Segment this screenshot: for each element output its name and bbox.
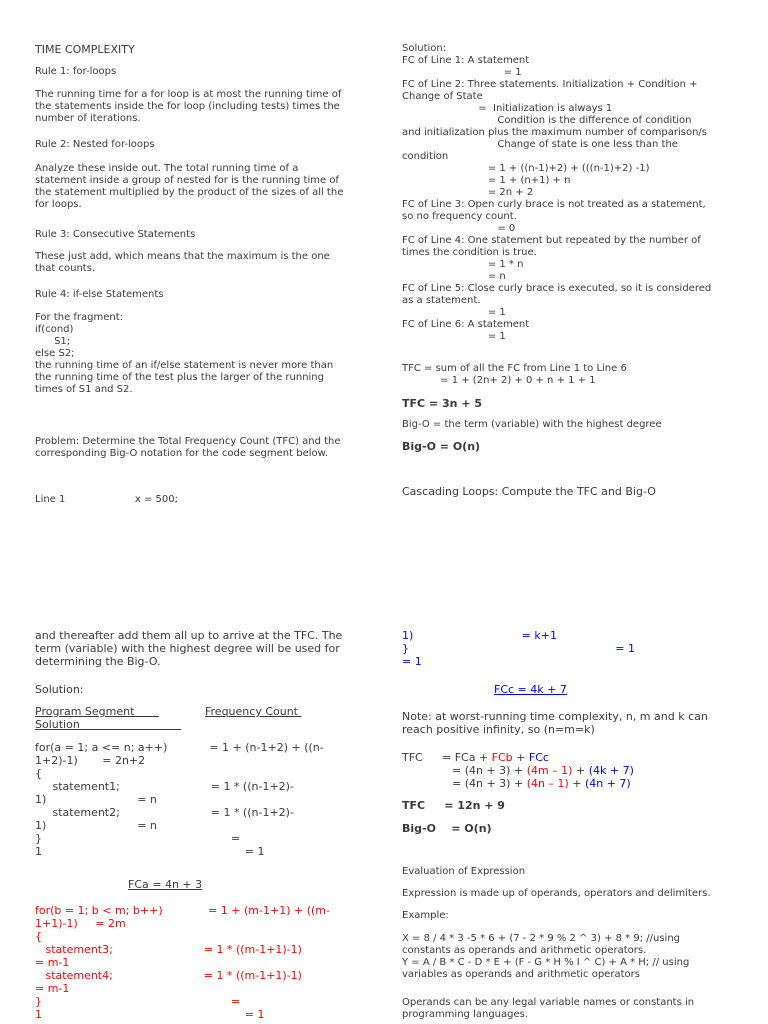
tfc-final: TFC = 12n + 9 bbox=[402, 799, 505, 812]
tfc-term: FCb bbox=[491, 751, 513, 764]
rule2-heading: Rule 2: Nested for-loops bbox=[35, 139, 155, 150]
code-line-label: Line 1 bbox=[35, 494, 66, 505]
code-line bbox=[35, 494, 242, 506]
loop-c-tail: 1) = k+1 } = 1 = 1 bbox=[402, 629, 636, 668]
rule3-text: These just add, which means that the maximum is the one that counts. bbox=[35, 251, 330, 274]
tfc-term: (4n – 1) bbox=[526, 777, 569, 790]
tfc-term: = (4n + 3) + bbox=[452, 764, 527, 777]
bigo-result: Big-O = O(n) bbox=[402, 440, 481, 453]
bigo-text: Big-O = the term (variable) with the highest degree bbox=[402, 419, 662, 430]
page-title: TIME COMPLEXITY bbox=[35, 43, 135, 56]
tfc-equation bbox=[452, 764, 634, 777]
tfc-term: = (4n + 3) + bbox=[452, 777, 527, 790]
example-text: X = 8 / 4 * 3 -5 * 6 + (7 - 2 * 9 % 2 ^ 3) + 8 * 9; //using constants as operands and arithmetic operators. Y = A / B * C - D * E + (F - G * H % I ^ C) + A * H; // using variables as operands and arithmetic operators bbox=[402, 933, 690, 980]
note-text: Note: at worst-running time complexity, n, m and k can reach positive infinity, so (n=m=k) bbox=[402, 710, 708, 736]
page-2 bbox=[384, 0, 768, 512]
tfc-term: + bbox=[568, 777, 585, 790]
loop-a-block: for(a = 1; a <= n; a++) = 1 + (n-1+2) + ((n- 1+2)-1) = 2n+2 { statement1; = 1 * ((n-1+2)- 1) = n statement2; = 1 * ((n-1+2)- 1) = n } = 1 = 1 bbox=[35, 741, 324, 858]
program-segment-header: Program Segment Solution bbox=[35, 705, 135, 731]
rule1-text: The running time for a for loop is at most the running time of the statements inside the for loop (including tests) times the number of iterations. bbox=[35, 89, 342, 124]
tfc-block: TFC = sum of all the FC from Line 1 to Line 6 = 1 + (2n+ 2) + 0 + n + 1 + 1 bbox=[402, 363, 627, 386]
continuation-text: and thereafter add them all up to arrive at the TFC. The term (variable) with the highest degree will be used for determining the Big-O. bbox=[35, 629, 343, 668]
example-label: Example: bbox=[402, 910, 449, 921]
page-1 bbox=[0, 0, 384, 512]
page-3 bbox=[0, 512, 384, 1024]
tfc-term: + bbox=[572, 764, 589, 777]
operands-text: Operands can be any legal variable names or constants in programming languages. bbox=[402, 997, 695, 1020]
tfc-term: FCc bbox=[528, 751, 549, 764]
tfc-term: = FCa + bbox=[442, 751, 492, 764]
tfc-result: TFC = 3n + 5 bbox=[402, 397, 482, 410]
rule1-heading: Rule 1: for-loops bbox=[35, 66, 117, 77]
cascade-heading: Cascading Loops: Compute the TFC and Big-O bbox=[402, 485, 656, 498]
solution-block: Solution: FC of Line 1: A statement = 1 FC of Line 2: Three statements. Initialization + Condition + Change of State = Initialization is always 1 Condition is the difference of condition and initialization plus the maximum number of comparison/s Change of state is one less than the condition = 1 + ((n-1)+2) + (((n-1)+2) -1) = 1 + (n+1) + n = 2n + 2 FC of Line 3: Open curly brace is not treated as a statement, so no frequency count. = 0 FC of Line 4: One statement but repeated by the number of times the condition is true. = 1 * n = n FC of Line 5: Close curly brace is executed, so it is considered as a statement. = 1 FC of Line 6: A statement = 1 bbox=[402, 43, 712, 342]
rule4-text: For the fragment: if(cond) S1; else S2; the running time of an if/else statement is never more than the running time of the test plus the larger of the running times of S1 and S2. bbox=[35, 312, 334, 395]
problem-text: Problem: Determine the Total Frequency Count (TFC) and the corresponding Big-O notation for the code segment below. bbox=[35, 436, 341, 459]
code-line-text: x = 500; bbox=[119, 494, 179, 505]
tfc-term: (4n + 7) bbox=[584, 777, 631, 790]
rule4-heading: Rule 4: if-else Statements bbox=[35, 289, 164, 300]
tfc-equation bbox=[442, 751, 549, 764]
tfc-term: + bbox=[512, 751, 529, 764]
tfc-label: TFC bbox=[402, 751, 423, 764]
tfc-term: (4k + 7) bbox=[588, 764, 634, 777]
rule2-text: Analyze these inside out. The total running time of a statement inside a group of nested for is the running time of the statement multiplied by the product of the sizes of all the for loops. bbox=[35, 163, 344, 210]
fcc-result: FCc = 4k + 7 bbox=[494, 683, 567, 696]
frequency-count-header: Frequency Count bbox=[205, 705, 302, 718]
tfc-equation bbox=[452, 777, 631, 790]
eval-text: Expression is made up of operands, operators and delimiters. bbox=[402, 888, 711, 899]
eval-heading: Evaluation of Expression bbox=[402, 866, 526, 877]
bigo-final: Big-O = O(n) bbox=[402, 822, 492, 835]
solution-label: Solution: bbox=[35, 683, 84, 696]
loop-b-block: for(b = 1; b < m; b++) = 1 + (m-1+1) + ((m- 1+1)-1) = 2m { statement3; = 1 * ((m-1+1)-1) = m-1 statement4; = 1 * ((m-1+1)-1) = m-1 } = 1 = 1 bbox=[35, 904, 330, 1021]
fca-result: FCa = 4n + 3 bbox=[128, 878, 203, 891]
tfc-term: (4m – 1) bbox=[526, 764, 573, 777]
rule3-heading: Rule 3: Consecutive Statements bbox=[35, 229, 196, 240]
code-listing bbox=[35, 470, 242, 512]
page-4 bbox=[384, 512, 768, 1024]
